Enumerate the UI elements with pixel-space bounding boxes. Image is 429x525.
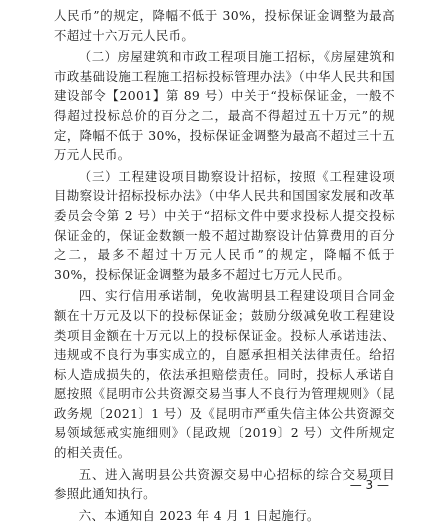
paragraph-reference: 五、进入嵩明县公共资源交易中心招标的综合交易项目参照此通知执行。 [54,466,395,502]
paragraph-effective-date: 六、本通知自 2023 年 4 月 1 日起施行。 [78,507,320,523]
paragraph-credit-commitment: 四、实行信用承诺制，免收嵩明县工程建设项目合同金额在十万元及以下的投标保证金；鼓励分级减免收工程建设类项目金额在十万元以上的投标保证金。投标人承诺违法、违规或不良行为事实成立的，自愿承担相关法律责任。给招标人造成损失的，依法承担赔偿责任。同时，投标人承诺自愿按照《昆明市公共资源交易当事人不良行为管理规则》（昆政务规〔2021〕1 号）及《昆明市严重失信主体公共资源交易领域惩戒实施细则》（昆政规〔2019〕2 号）文件所规定的相关责任。 [54,288,395,461]
paragraph-survey-design: （三）工程建设项目勘察设计招标，按照《工程建设项目勘察设计招标投标办法》（中华人民共和国国家发展和改革委员会令第 2 号）中关于“招标文件中要求投标人提交投标保证金的，保证金数额一般不超过勘察设计估算费用的百分之二，最多不超过十万元人民币”的规定，降幅不低于 30%，投标保证金调整为最多不超过七万元人民币。 [54,168,395,282]
paragraph-housing-construction: （二）房屋建筑和市政工程项目施工招标，《房屋建筑和市政基础设施工程施工招标投标管理办法》（中华人民共和国建设部令【2001】第 89 号）中关于“投标保证金，一般不得超过投标总价的百分之二，最高不得超过五十万元”的规定，降幅不低于 30%，投标保证金调整为最高不超过三十五万元人民币。 [54,49,395,163]
page-number: — 3 — [349,478,389,492]
paragraph-continuation: 人民币”的规定，降幅不低于 30%，投标保证金调整为最高不超过十六万元人民币。 [54,8,395,43]
